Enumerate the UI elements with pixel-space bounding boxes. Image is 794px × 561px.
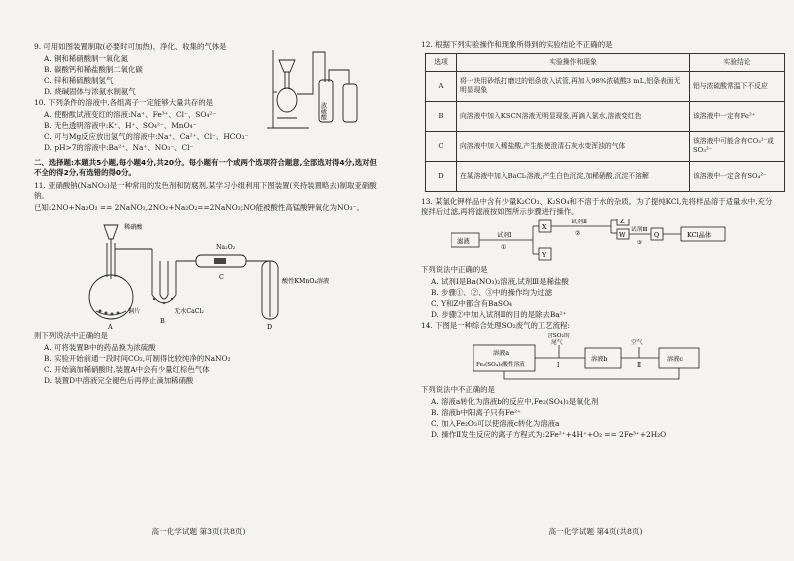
q11-label-copper: 铜片 — [128, 307, 141, 315]
q13-option-d: D. 步骤②中加入试剂Ⅱ的目的是除去Ba²⁺ — [431, 309, 567, 319]
q9-option-d: D. 烧碱固体与浓氨水制氨气 — [44, 86, 136, 96]
q9-option-c: C. 锌和稀硫酸制氢气 — [44, 75, 114, 85]
q14-stem: 14. 下图是一种综合处理SO₂废气的工艺流程: — [421, 320, 570, 330]
q12-experiment-table — [425, 53, 785, 192]
q9-option-a: A. 铜和稀硝酸制一氧化氮 — [44, 53, 128, 63]
q9-apparatus-diagram — [265, 42, 375, 134]
q9-option-b: B. 碳酸钙和稀盐酸制二氧化碳 — [44, 64, 143, 74]
q13-option-b: B. 步骤①、②、③中的操作均为过滤 — [431, 287, 552, 297]
q13-flow-x: X — [542, 222, 547, 231]
table-cell-operation: 向溶液中加入稀盐酸,产生能使澄清石灰水变浑浊的气体 — [457, 131, 690, 161]
q13-flow-step-2: ② — [575, 229, 581, 237]
table-cell-operation: 在某溶液中加入BaCl₂溶液,产生白色沉淀,加稀硝酸,沉淀不溶解 — [457, 161, 690, 191]
q11-label-d: D — [267, 322, 273, 331]
table-header-row — [426, 53, 785, 71]
q12-stem: 12. 根据下列实验操作和现象所得到的实验结论不正确的是 — [421, 40, 613, 49]
table-cell-operation: 向溶液中加入KSCN溶液无明显现象,再滴入氯水,溶液变红色 — [457, 101, 690, 131]
q14-flow-solution-c: 溶液c — [667, 355, 683, 363]
q13-ask: 下列说法中正确的是 — [421, 264, 488, 274]
q10-option-a: A. 使酚酞试液变红的溶液:Na⁺、Fe³⁺、Cl⁻、SO₄²⁻ — [44, 109, 217, 119]
q11-option-d: D. 装置D中溶液完全褪色后再停止滴加稀硝酸 — [44, 375, 194, 385]
right-page — [397, 0, 794, 561]
table-cell-option: D — [426, 161, 457, 191]
q11-label-c: C — [219, 272, 224, 281]
table-cell-conclusion: 该溶液中可能含有CO₃²⁻或SO₃²⁻ — [690, 131, 785, 161]
q13-flow-y: Y — [542, 250, 547, 259]
q13-flow-q: Q — [654, 230, 660, 239]
question-12 — [421, 40, 774, 192]
q14-flow-solution-a: 溶液a — [493, 349, 510, 357]
q11-label-na2o2: Na₂O₂ — [216, 243, 236, 251]
q13-flow-reagent-2: 试剂Ⅱ — [571, 218, 588, 225]
q10-stem: 10. 下列条件的溶液中,各组离子一定能够大量共存的是 — [34, 97, 214, 107]
q11-label-kmno4: 酸性KMnO₄溶液 — [282, 277, 330, 285]
q11-option-a: A. 可将装置B中的药品换为浓硫酸 — [44, 342, 156, 352]
q14-process-flow — [473, 333, 703, 383]
table-header-option: 选项 — [426, 53, 457, 71]
table-cell-conclusion: 该溶液中一定含有SO₄²⁻ — [690, 161, 785, 191]
q14-flow-step-2: Ⅱ — [637, 361, 642, 369]
q13-flow-reagent-1: 试剂Ⅰ — [497, 231, 512, 239]
q13-stem: 13. 某氯化钾样品中含有少量K₂CO₃、K₂SO₄和不溶于水的杂质。为了提纯KCl,先将样品溶于适量水中,充分搅拌后过滤,再将滤液按如图所示步骤进行操作。 — [421, 196, 773, 216]
q11-apparatus-diagram — [56, 215, 356, 331]
right-page-footer: 高一化学试题 第4页(共8页) — [548, 526, 643, 536]
table-cell-option: A — [426, 71, 457, 101]
q11-label-b: B — [160, 316, 165, 325]
q13-flow-filtrate: 滤液 — [457, 236, 470, 245]
section-2-heading: 二、选择题:本题共5小题,每小题4分,共20分。每小题有一个或两个选项符合题意,全部选对得4分,选对但不全的得2分,有选错的得0分。 — [34, 157, 377, 177]
table-cell-option: B — [426, 101, 457, 131]
q9-stem: 9. 可用如图装置制取(必要时可加热)、净化、收集的气体是 — [34, 42, 227, 51]
table-header-operation: 实验操作和现象 — [457, 53, 690, 71]
q14-flow-so2-gas-1: 含SO₂的 — [547, 332, 570, 339]
question-11 — [34, 181, 383, 386]
q14-flow-so2-gas-2: 尾气 — [551, 339, 563, 346]
q14-option-b: B. 溶液b中阳离子只有Fe²⁺ — [431, 407, 521, 417]
q13-flowchart — [451, 219, 731, 263]
q11-ask: 则下列说法中正确的是 — [34, 330, 108, 340]
q13-option-a: A. 试剂Ⅰ是Ba(NO₃)₂溶液,试剂Ⅲ是稀盐酸 — [431, 276, 569, 286]
question-14 — [421, 321, 774, 440]
q13-flow-step-1: ① — [501, 243, 507, 251]
table-row — [426, 131, 785, 161]
table-cell-operation: 将一块用砂纸打磨过的铝条放入试管,再加入98%浓硫酸3 mL,铝条表面无明显现象 — [457, 71, 690, 101]
q11-option-b: B. 实验开始前通一段时间CO₂,可制得比较纯净的NaNO₂ — [44, 353, 231, 363]
q11-known: 已知:2NO+Na₂O₂ == 2NaNO₂,2NO₂+Na₂O₂==2NaNO₃;NO能被酸性高锰酸钾氧化为NO₃⁻。 — [34, 202, 364, 212]
table-row — [426, 71, 785, 101]
q14-option-a: A. 溶液a转化为溶液b的反应中,Fe₂(SO₄)₃是氧化剂 — [431, 396, 599, 406]
table-cell-option: C — [426, 131, 457, 161]
q14-option-c: C. 加入Fe₂O₃可以使溶液c转化为溶液a — [431, 418, 560, 428]
q11-option-c: C. 开始滴加稀硝酸时,装置A中会有少量红棕色气体 — [44, 364, 210, 374]
q9-label-sulfuric-acid: 浓硫酸 — [319, 102, 327, 120]
table-header-conclusion: 实验结论 — [690, 53, 785, 71]
q11-label-cacl2: 无水CaCl₂ — [174, 307, 204, 315]
table-row — [426, 101, 785, 131]
table-cell-conclusion: 该溶液中一定有Fe²⁺ — [690, 101, 785, 131]
q14-flow-step-1: Ⅰ — [557, 361, 560, 369]
q14-ask: 下列说法中不正确的是 — [421, 384, 495, 394]
question-13 — [421, 197, 774, 320]
table-row — [426, 161, 785, 191]
q14-flow-fe2so43: Fe₂(SO₄)₃酸性溶液 — [476, 361, 525, 368]
q13-flow-w: W — [619, 230, 626, 239]
q13-flow-reagent-3: 试剂Ⅲ — [631, 226, 648, 233]
left-page-footer: 高一化学试题 第3页(共8页) — [151, 526, 246, 536]
q14-flow-solution-b: 溶液b — [591, 355, 608, 363]
q13-option-c: C. Y和Z中都含有BaSO₄ — [431, 298, 512, 308]
q11-label-a: A — [108, 322, 113, 331]
q14-option-d: D. 操作Ⅱ发生反应的离子方程式为:2Fe²⁺+4H⁺+O₂ == 2Fe³⁺+2H₂O — [431, 429, 667, 439]
q13-flow-step-3: ③ — [637, 239, 643, 246]
q11-label-dilute-nitric-acid: 稀硝酸 — [124, 223, 143, 231]
q14-flow-air: 空气 — [631, 339, 643, 346]
q10-option-b: B. 无色透明溶液中:K⁺、H⁺、SO₄²⁻、MnO₄⁻ — [44, 120, 197, 130]
q13-flow-z: Z — [620, 218, 625, 225]
q13-flow-kcl-crystal: KCl晶体 — [687, 230, 712, 239]
q10-option-c: C. 可与Mg反应放出氢气的溶液中:Na⁺、Ca²⁺、Cl⁻、HCO₃⁻ — [44, 131, 249, 141]
q10-option-d: D. pH>7的溶液中:Ba²⁺、Na⁺、NO₃⁻、Cl⁻ — [44, 142, 194, 152]
q11-stem: 11. 亚硝酸钠(NaNO₂)是一种常用的发色剂和防腐剂,某学习小组利用下图装置(夹持装置略去)制取亚硝酸钠。 — [34, 180, 377, 200]
table-cell-conclusion: 铝与浓硫酸常温下不反应 — [690, 71, 785, 101]
